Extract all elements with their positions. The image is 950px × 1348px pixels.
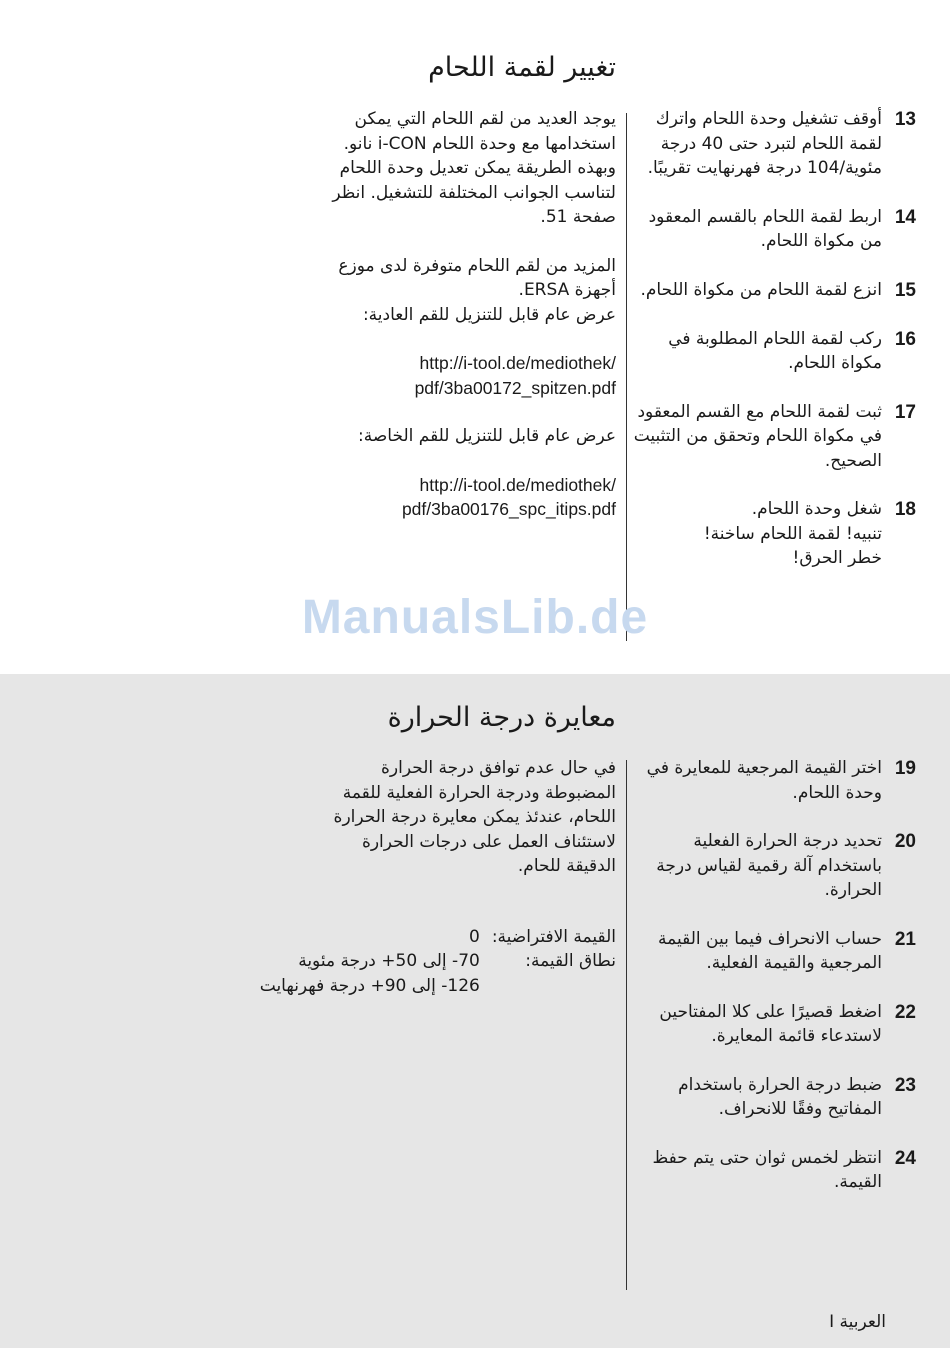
- step-number: 14: [894, 206, 916, 228]
- section-title: تغيير لقمة اللحام: [428, 52, 616, 83]
- step-text: ضبط درجة الحرارة باستخدام المفاتيح وفقًا للانحراف.: [678, 1074, 882, 1119]
- download-link[interactable]: [316, 351, 616, 400]
- value-range-fahrenheit: 126- إلى 90+ درجة فهرنهايت: [259, 975, 480, 996]
- link-part[interactable]: http://i-tool.de/mediothek/: [419, 353, 616, 373]
- step-item: [647, 107, 916, 181]
- step-item: [656, 829, 916, 903]
- page-footer-language: العربية I: [829, 1312, 886, 1332]
- info-paragraph: عرض عام قابل للتنزيل للقم الخاصة:: [358, 426, 616, 446]
- step-number: 17: [894, 401, 916, 423]
- download-link[interactable]: [316, 473, 616, 522]
- step-item: [633, 400, 916, 474]
- value-range-spacer: [492, 974, 616, 999]
- info-paragraph: عرض عام قابل للتنزيل للقم العادية:: [362, 304, 616, 325]
- column-divider: [626, 760, 627, 1290]
- step-number: 16: [894, 328, 916, 350]
- steps-list: [646, 756, 916, 1195]
- step-item: [666, 1073, 916, 1122]
- warning-text: خطر الحرق!: [792, 548, 882, 568]
- step-number: 19: [894, 758, 916, 779]
- step-item: [648, 205, 916, 254]
- link-part[interactable]: pdf/3ba00172_spitzen.pdf: [414, 377, 616, 398]
- default-value-label: القيمة الافتراضية:: [491, 926, 616, 947]
- step-text: ركب لقمة اللحام المطلوبة في مكواة اللحام.: [668, 328, 882, 373]
- step-number: 18: [894, 499, 916, 520]
- info-paragraph: المزيد من لقم اللحام متوفرة لدى موزع أجهزة ERSA.: [338, 255, 616, 300]
- step-item: [666, 327, 916, 376]
- column-divider: [626, 113, 627, 641]
- value-range-celsius: 70- إلى 50+ درجة مئوية: [298, 951, 480, 971]
- link-part[interactable]: pdf/3ba00176_spc_itips.pdf: [401, 499, 616, 519]
- step-text: تحديد درجة الحرارة الفعلية باستخدام آلة رقمية لقياس درجة الحرارة.: [656, 831, 882, 900]
- step-text: اختر القيمة المرجعية للمعايرة في وحدة اللحام.: [646, 758, 882, 803]
- step-item: [640, 278, 916, 303]
- step-item: [652, 1146, 916, 1195]
- step-item: [666, 497, 916, 571]
- info-paragraph: يوجد العديد من لقم اللحام التي يمكن استخدامها مع وحدة اللحام i-CON نانو. وبهذه الطريقة يمكن تعديل وحدة اللحام لتناسب الجوانب المختلفة للتشغيل. انظر صفحة 51.: [332, 109, 616, 227]
- step-item: [646, 756, 916, 805]
- default-value: 0: [469, 926, 480, 947]
- info-paragraph: في حال عدم توافق درجة الحرارة المضبوطة ودرجة الحرارة الفعلية للقمة اللحام، عندئذ يمكن معايرة درجة الحرارة لاستئناف العمل على درجات الحرارة الدقيقة للحام.: [333, 758, 616, 876]
- value-table: [226, 925, 616, 999]
- temperature-calibration-section: [0, 674, 950, 1348]
- watermark: ManualsLib.de: [301, 591, 649, 644]
- step-text: ثبت لقمة اللحام مع القسم المعقود في مكواة اللحام وتحقق من التثبيت الصحيح.: [633, 401, 882, 471]
- info-column: [226, 756, 616, 998]
- step-text: شغل وحدة اللحام.: [751, 499, 882, 519]
- section-title: معايرة درجة الحرارة: [387, 702, 616, 733]
- step-number: 23: [894, 1074, 916, 1096]
- step-number: 13: [894, 109, 916, 130]
- link-part[interactable]: http://i-tool.de/mediothek/: [419, 474, 616, 495]
- step-text: اضغط قصيرًا على كلا المفتاحين لاستدعاء قائمة المعايرة.: [659, 1001, 882, 1046]
- step-number: 24: [894, 1147, 916, 1169]
- steps-list: [633, 107, 916, 571]
- warning-text: تنبيه! لقمة اللحام ساخنة!: [703, 523, 882, 544]
- step-item: [658, 927, 916, 976]
- step-text: اربط لقمة اللحام بالقسم المعقود من مكواة اللحام.: [648, 206, 882, 251]
- step-number: 15: [894, 279, 916, 301]
- step-number: 20: [894, 831, 916, 852]
- step-number: 21: [894, 928, 916, 950]
- step-text: انزع لقمة اللحام من مكواة اللحام.: [640, 279, 882, 300]
- info-column: [316, 107, 616, 522]
- step-text: انتظر لخمس ثوان حتى يتم حفظ القيمة.: [652, 1147, 882, 1192]
- step-text: حساب الانحراف فيما بين القيمة المرجعية والقيمة الفعلية.: [658, 928, 882, 973]
- step-text-group: [632, 497, 882, 571]
- step-item: [659, 1000, 916, 1049]
- step-number: 22: [894, 1001, 916, 1023]
- value-range-label: نطاق القيمة:: [525, 951, 616, 971]
- step-text: أوقف تشغيل وحدة اللحام واترك لقمة اللحام لتبرد حتى 40 درجة مئوية/104 درجة فهرنهايت تقريبًا.: [647, 109, 882, 178]
